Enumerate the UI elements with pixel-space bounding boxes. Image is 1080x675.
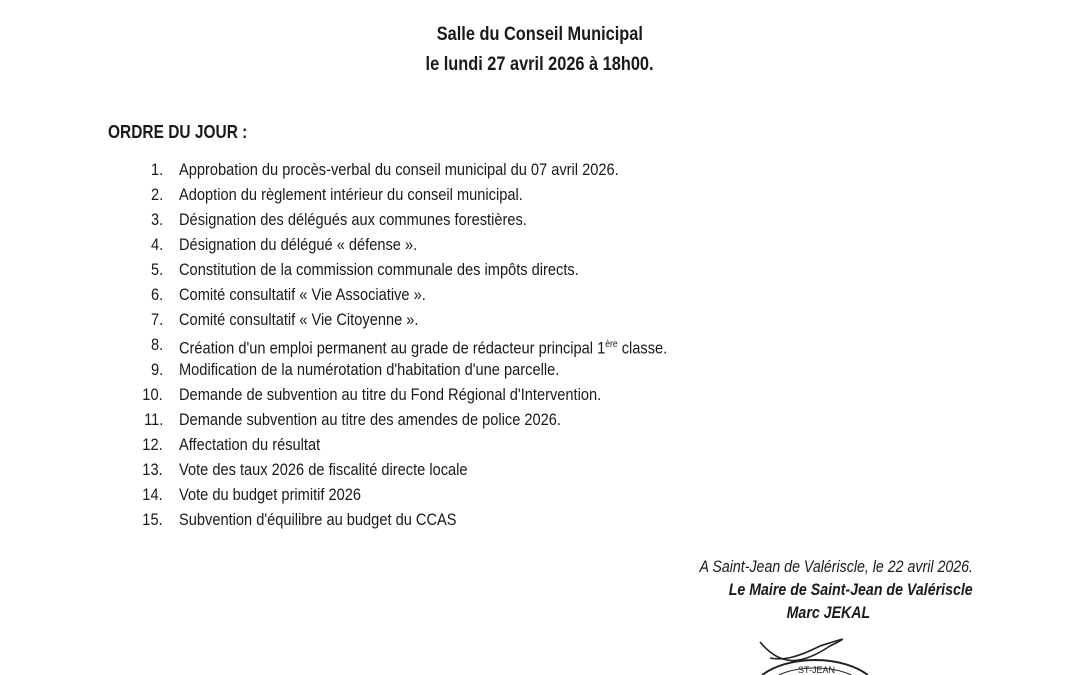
agenda-item-number: 13. <box>142 460 163 479</box>
agenda-item-number: 8. <box>150 335 163 354</box>
agenda-item-number: 9. <box>150 360 163 379</box>
agenda-item-text: Vote du budget primitif 2026 <box>179 485 362 504</box>
agenda-item-number: 4. <box>150 235 163 254</box>
stamp-text: ST-JEAN <box>798 665 836 675</box>
agenda-item-text: Demande de subvention au titre du Fond Régional d'Intervention. <box>179 385 602 404</box>
agenda-item-number: 6. <box>150 285 163 304</box>
agenda-item-text: Modification de la numérotation d'habitation d'une parcelle. <box>179 360 560 379</box>
agenda-item-text: Adoption du règlement intérieur du conseil municipal. <box>179 185 523 204</box>
agenda-item-number: 3. <box>150 210 163 229</box>
agenda-item-text: Désignation des délégués aux communes forestières. <box>179 210 527 229</box>
agenda-item-number: 5. <box>150 260 163 279</box>
agenda-item-number: 14. <box>142 485 163 504</box>
agenda-item-number: 12. <box>142 435 163 454</box>
meeting-location: Salle du Conseil Municipal <box>436 24 644 45</box>
agenda-item-number: 2. <box>150 185 163 204</box>
meeting-date: le lundi 27 avril 2026 à 18h00. <box>425 54 654 75</box>
agenda-item-number: 1. <box>150 160 163 179</box>
mayor-name: Marc JEKAL <box>786 604 870 622</box>
agenda-item-number: 10. <box>142 385 163 404</box>
agenda-item-number: 11. <box>143 410 163 429</box>
agenda-item-text: Demande subvention au titre des amendes de police 2026. <box>179 410 562 429</box>
place-date: A Saint-Jean de Valériscle, le 22 avril 2026. <box>699 558 973 576</box>
signature-stamp-icon <box>740 636 900 675</box>
agenda-item-text: Désignation du délégué « défense ». <box>179 235 418 254</box>
agenda-item-text: Approbation du procès-verbal du conseil municipal du 07 avril 2026. <box>179 160 619 179</box>
agenda-item-text: Vote des taux 2026 de fiscalité directe locale <box>179 460 468 479</box>
agenda-item-number: 15. <box>142 510 163 529</box>
agenda-item-text: Création d'un emploi permanent au grade de rédacteur principal 1ère classe. <box>179 338 668 358</box>
agenda-item-text: Comité consultatif « Vie Associative ». <box>179 285 426 304</box>
agenda-item-text: Affectation du résultat <box>179 435 321 454</box>
agenda-heading: ORDRE DU JOUR : <box>108 122 248 142</box>
agenda-item-text: Comité consultatif « Vie Citoyenne ». <box>179 310 419 329</box>
agenda-item-number: 7. <box>150 310 163 329</box>
agenda-item-text: Constitution de la commission communale des impôts directs. <box>179 260 579 279</box>
mayor-role: Le Maire de Saint-Jean de Valériscle <box>729 581 973 599</box>
agenda-item-text: Subvention d'équilibre au budget du CCAS <box>179 510 457 529</box>
